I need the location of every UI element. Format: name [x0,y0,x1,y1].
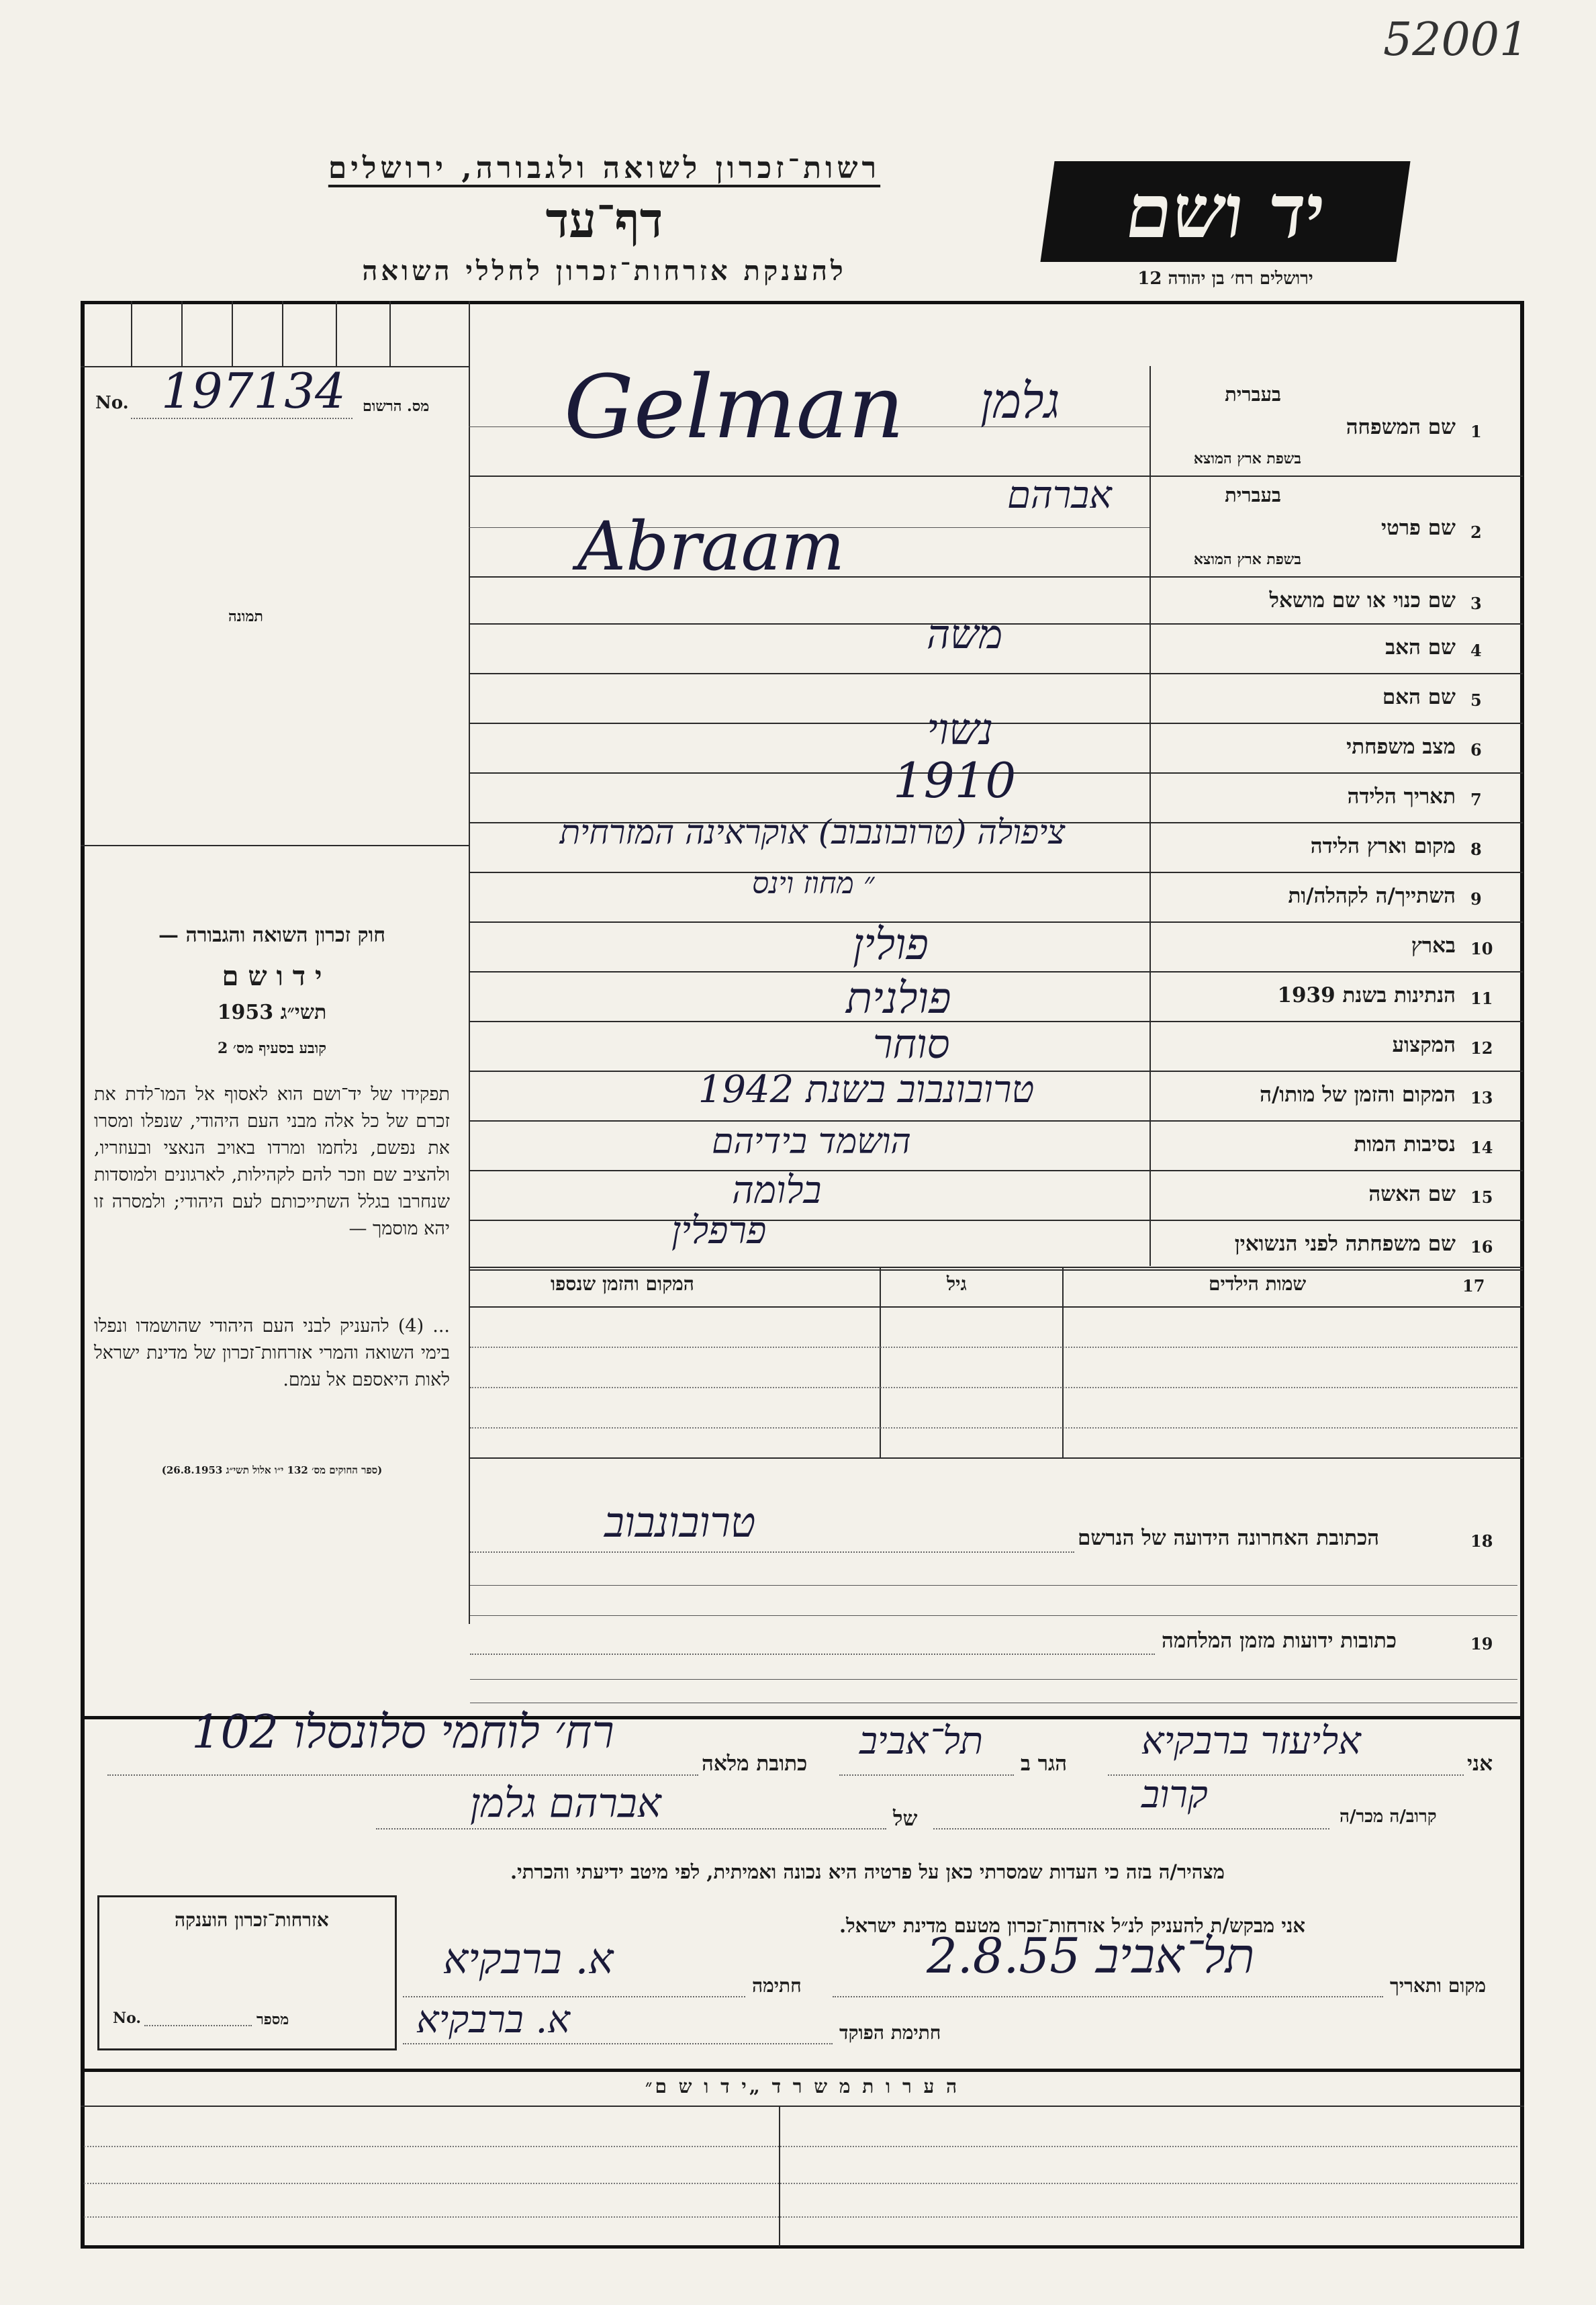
form-subtitle: להענקת אזרחות־זכרון לחללי השואה [362,255,847,287]
page-number: 52001 [1383,13,1529,66]
field-4-number: 4 [1470,641,1482,660]
field-1-label: שם המשפחה [1346,415,1456,439]
death-circumstances: הושמד בידיהם [712,1122,911,1162]
field-5-label: שם האם [1382,685,1456,709]
war-addresses-label: כתובות ידועות מזמן המלחמה [1162,1629,1397,1653]
field-7-label: תאריך הלידה [1347,784,1456,809]
law-clause: קובע בסעיף מס׳ 2 [217,1040,327,1057]
decl-request: אני מבקש/ת להעניק לנ״ל אזרחות־זכרון מטעם מדינת ישראל. [839,1914,1305,1937]
decl-living-in: הגר ב [1021,1752,1068,1776]
field-9-number: 9 [1470,889,1482,909]
signature: א. ברבקיא [443,1934,614,1983]
profession: סוחר [873,1021,950,1068]
registration-number: 197134 [161,363,346,419]
field-12-number: 12 [1470,1038,1493,1058]
registration-no-label: No. [95,393,129,413]
field-row-12 [469,1022,1523,1072]
law-reference: (ספר החוקים מס׳ 132 י״ו אלול תשי״ג 26.8.1953) [161,1464,383,1476]
law-text-1: תפקידו של יד־ושם הוא לאסוף אל המו־לדת את זכרם של כל אלה מבני העם היהודי, שנפלו ומסרו את נפשם, נלחמו ומרדו באויב הנאצי ובעוזריו, ולהציב שם וזכר להם לקהילות, לארגונים ולמוסדות שנחרבו בגלל השתייכותם לעם היהודי; ולמסרה זו יהא מוסמך — [94,1084,450,1239]
field-5-number: 5 [1470,690,1482,710]
children-names-header: שמות הילדים [1209,1273,1307,1295]
decl-relative: קרוב/ה מכר/ה [1340,1807,1437,1827]
community: ״ מחוז וינס [752,866,875,901]
field-2-hebrew-tag: בעברית [1225,484,1281,506]
birth-place: ציפולה (טרובונבוב) אוקראינה המזרחית [559,813,1066,852]
father-name: משה [927,611,1003,658]
field-19-number: 19 [1470,1634,1493,1654]
field-8-label: מקום וארץ הלידה [1310,834,1456,858]
form-title: דף־עד [545,191,663,248]
field-row-5 [469,674,1523,724]
field-16-number: 16 [1470,1237,1493,1257]
field-6-number: 6 [1470,740,1482,760]
decl-of: של [893,1807,918,1831]
last-address: טרובונבוב [604,1498,756,1547]
death-place-time: טרובונבוב בשנת 1942 [698,1068,1035,1112]
given-latin: Abraam [577,507,845,586]
wife-name: בלומה [732,1169,822,1212]
field-10-number: 10 [1470,939,1493,958]
field-12-label: המקצוע [1392,1033,1456,1057]
place-date: תל־אביב 2.8.55 [927,1928,1255,1984]
field-2-origin-tag: בשפת ארץ המוצא [1193,551,1301,568]
field-6-label: מצב משפחתי [1346,735,1456,759]
yad-vashem-logo: יד ושם [1040,161,1410,262]
photo-label: תמונה [228,608,263,625]
field-row-14 [469,1122,1523,1171]
field-18-number: 18 [1470,1531,1493,1551]
decl-statement: מצהיר/ה בזה כי העדות שמסרתי כאן על פרטיה היא נכונה ואמיתית, לפי מיטב ידיעתי והכרתי. [510,1860,1225,1883]
law-text-2: ... (4) להעניק לבני העם היהודי שהושמדו ונפלו בימי השואה והמרי אזרחות־זכרון של מדינת ישראל לאות היאספם אל עמם. [94,1316,450,1390]
field-row-11 [469,973,1523,1022]
declarant-city: תל־אביב [859,1719,984,1763]
officer-signature: א. ברבקיא [416,1998,570,2042]
field-15-label: שם האשה [1368,1182,1456,1206]
field-4-label: שם האב [1385,635,1456,660]
field-7-number: 7 [1470,790,1482,809]
place-date-label: מקום ותאריך [1390,1975,1487,1997]
field-row-9 [469,873,1523,923]
field-11-label: הנתינות בשנת 1939 [1277,983,1456,1007]
frame-top [81,301,1524,304]
field-2-number: 2 [1470,523,1482,542]
field-row-16 [469,1221,1523,1271]
given-hebrew: אברהם [1007,473,1112,517]
field-8-number: 8 [1470,840,1482,859]
field-3-number: 3 [1470,594,1482,613]
office-notes-title: ה ע ר ו ת מ ש ר ד „י ד ו ש ם״ [645,2075,960,2097]
field-11-number: 11 [1470,989,1493,1008]
birth-date: 1910 [893,752,1017,809]
field-1-origin-tag: בשפת ארץ המוצא [1193,450,1301,467]
relation: קרוב [1141,1773,1208,1817]
children-age-header: גיל [947,1273,967,1295]
field-2-label: שם פרטי [1380,516,1456,540]
frame-left [81,301,85,2249]
relation-of: אברהם גלמן [470,1780,661,1827]
field-14-label: נסיבות המות [1354,1132,1456,1157]
declarant-address: רח׳ לוחמי סלונסלו 102 [191,1706,614,1759]
grant-box-title: אזרחות־זכרון הוענקה [175,1909,329,1931]
nationality: פולנית [846,974,951,1024]
declarant-name: אליעזר ברבקיא [1141,1719,1361,1763]
registration-number-label: מס. הרשום [363,398,430,415]
address-line: ירושלים רח׳ בן יהודה 12 [1137,269,1313,289]
marital-status: נשוי [927,705,994,755]
decl-i-am: אני [1467,1752,1493,1776]
field-1-number: 1 [1470,422,1482,441]
grant-box-number-label: מספר [256,2011,289,2028]
authority-title: רשות־זכרון לשואה ולגבורה, ירושלים [328,151,881,185]
field-14-number: 14 [1470,1138,1493,1157]
decl-full-address: כתובת מלאה [702,1752,808,1776]
law-title: חוק זכרון השואה והגבורה — [158,923,385,947]
surname-hebrew: גלמן [980,373,1060,429]
frame-bottom [81,2245,1524,2249]
country: פולין [853,920,929,970]
field-13-label: המקום והזמן של מותו/ה [1260,1083,1456,1107]
field-16-label: שם משפחתה לפני הנשואין [1234,1232,1456,1256]
signature-label: חתימה [752,1975,802,1997]
law-name: י ד ו ש ם [222,960,322,992]
field-row-10 [469,923,1523,973]
law-year: תשי״ג 1953 [217,1001,327,1024]
field-9-label: השתייך/ה לקהלה/ות [1288,884,1456,908]
last-address-label: הכתובת האחרונה הידועה של הנרשם [1078,1526,1380,1550]
children-place-header: המקום והזמן שנספו [551,1273,694,1295]
wife-maiden-name: פרפלין [671,1209,767,1253]
field-13-number: 13 [1470,1088,1493,1108]
officer-signature-label: חתימת הפוקד [839,2022,941,2044]
field-17-number: 17 [1462,1276,1485,1296]
field-row-15 [469,1171,1523,1221]
field-3-label: שם כנוי או שם מושאל [1269,588,1456,613]
field-10-label: בארץ [1411,934,1456,958]
grant-box-no-label: No. [113,2009,142,2027]
field-15-number: 15 [1470,1187,1493,1207]
field-1-hebrew-tag: בעברית [1225,383,1281,406]
surname-latin: Gelman [564,356,904,458]
photo-section-bottom [81,845,470,846]
